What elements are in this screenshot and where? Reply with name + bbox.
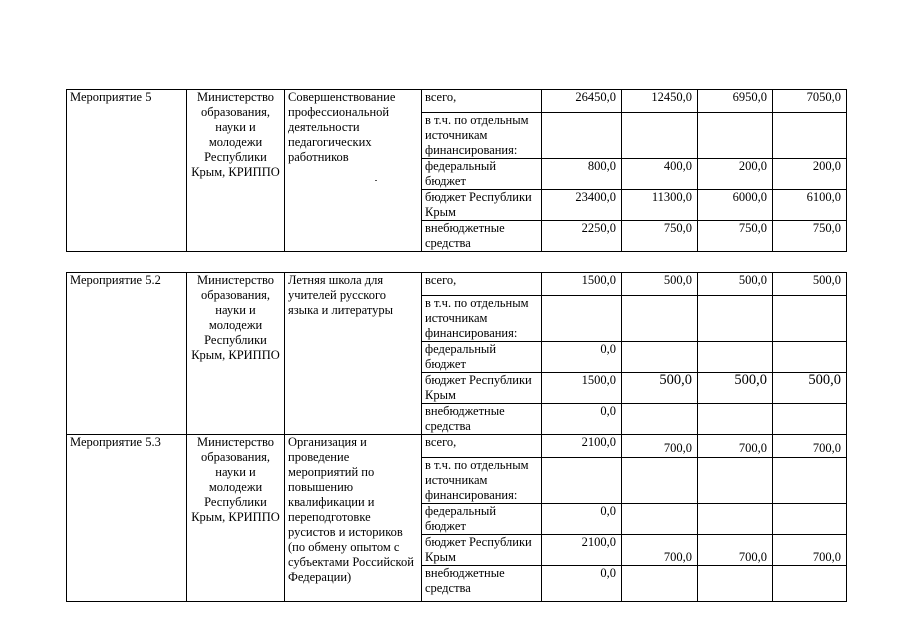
value-year-1: [622, 404, 698, 435]
funding-source: федеральный бюджет: [422, 342, 542, 373]
value-year-1: [622, 504, 698, 535]
value-total: 0,0: [542, 566, 622, 602]
value-year-1: [622, 458, 698, 504]
event-executor: Министерство образования, науки и молодежи Республики Крым, КРИППО: [187, 435, 285, 602]
value-year-2: [698, 296, 773, 342]
value-year-1: 500,0: [622, 273, 698, 296]
value-total: 800,0: [542, 159, 622, 190]
value-year-2: 500,0: [698, 273, 773, 296]
value-year-1: 500,0: [622, 373, 698, 404]
value-year-1: 700,0: [622, 435, 698, 458]
value-year-2: [698, 458, 773, 504]
value-year-2: [698, 113, 773, 159]
value-total: 1500,0: [542, 273, 622, 296]
funding-source: всего,: [422, 273, 542, 296]
value-year-1: 750,0: [622, 221, 698, 252]
funding-source: внебюджетные средства: [422, 404, 542, 435]
event-description: Летняя школа для учителей русского языка и литературы: [285, 273, 422, 435]
event-description: Совершенствование профессиональной деятельности педагогических работников: [285, 90, 422, 252]
value-year-3: 200,0: [773, 159, 847, 190]
funding-source: всего,: [422, 90, 542, 113]
table-row: [67, 435, 847, 458]
event-name: Мероприятие 5.3: [67, 435, 187, 602]
value-year-3: 7050,0: [773, 90, 847, 113]
value-year-3: [773, 504, 847, 535]
value-year-2: 700,0: [698, 435, 773, 458]
event-executor: Министерство образования, науки и молодежи Республики Крым, КРИППО: [187, 90, 285, 252]
value-year-3: [773, 566, 847, 602]
value-year-2: [698, 404, 773, 435]
table-row: [67, 273, 847, 296]
value-total: 0,0: [542, 342, 622, 373]
value-total: 2250,0: [542, 221, 622, 252]
value-total: [542, 113, 622, 159]
funding-source: внебюджетные средства: [422, 221, 542, 252]
value-total: 26450,0: [542, 90, 622, 113]
value-total: 2100,0: [542, 535, 622, 566]
funding-source: бюджет Республики Крым: [422, 535, 542, 566]
value-year-1: 12450,0: [622, 90, 698, 113]
value-year-1: [622, 113, 698, 159]
value-year-2: [698, 566, 773, 602]
value-year-3: 750,0: [773, 221, 847, 252]
scan-speck: [375, 180, 377, 181]
value-year-3: 700,0: [773, 435, 847, 458]
value-year-1: 11300,0: [622, 190, 698, 221]
value-total: 2100,0: [542, 435, 622, 458]
value-year-3: 500,0: [773, 373, 847, 404]
funding-source: в т.ч. по отдельным источникам финансирования:: [422, 458, 542, 504]
event-name: Мероприятие 5.2: [67, 273, 187, 435]
value-year-2: [698, 504, 773, 535]
funding-source: в т.ч. по отдельным источникам финансирования:: [422, 296, 542, 342]
funding-table-1: [66, 89, 847, 252]
value-year-1: 700,0: [622, 535, 698, 566]
value-total: 23400,0: [542, 190, 622, 221]
event-description: Организация и проведение мероприятий по повышению квалификации и переподготовке русистов и историков (по обмену опытом с субъектами Российской Федерации): [285, 435, 422, 602]
value-year-2: 6000,0: [698, 190, 773, 221]
funding-source: федеральный бюджет: [422, 504, 542, 535]
value-year-2: 700,0: [698, 535, 773, 566]
value-year-1: [622, 342, 698, 373]
value-year-1: 400,0: [622, 159, 698, 190]
funding-table-2: [66, 272, 847, 602]
funding-source: федеральный бюджет: [422, 159, 542, 190]
value-total: 0,0: [542, 404, 622, 435]
event-name: Мероприятие 5: [67, 90, 187, 252]
value-total: 0,0: [542, 504, 622, 535]
value-year-2: 6950,0: [698, 90, 773, 113]
value-year-3: 6100,0: [773, 190, 847, 221]
value-year-3: [773, 296, 847, 342]
value-year-3: 500,0: [773, 273, 847, 296]
value-year-2: 750,0: [698, 221, 773, 252]
value-year-3: [773, 404, 847, 435]
value-year-3: [773, 458, 847, 504]
value-year-2: 200,0: [698, 159, 773, 190]
funding-source: всего,: [422, 435, 542, 458]
funding-source: в т.ч. по отдельным источникам финансирования:: [422, 113, 542, 159]
value-total: [542, 296, 622, 342]
value-year-3: 700,0: [773, 535, 847, 566]
value-year-2: [698, 342, 773, 373]
value-year-1: [622, 296, 698, 342]
funding-source: внебюджетные средства: [422, 566, 542, 602]
event-executor: Министерство образования, науки и молодежи Республики Крым, КРИППО: [187, 273, 285, 435]
value-year-1: [622, 566, 698, 602]
value-year-2: 500,0: [698, 373, 773, 404]
value-year-3: [773, 342, 847, 373]
value-total: 1500,0: [542, 373, 622, 404]
funding-source: бюджет Республики Крым: [422, 373, 542, 404]
value-total: [542, 458, 622, 504]
funding-source: бюджет Республики Крым: [422, 190, 542, 221]
value-year-3: [773, 113, 847, 159]
table-row: [67, 90, 847, 113]
